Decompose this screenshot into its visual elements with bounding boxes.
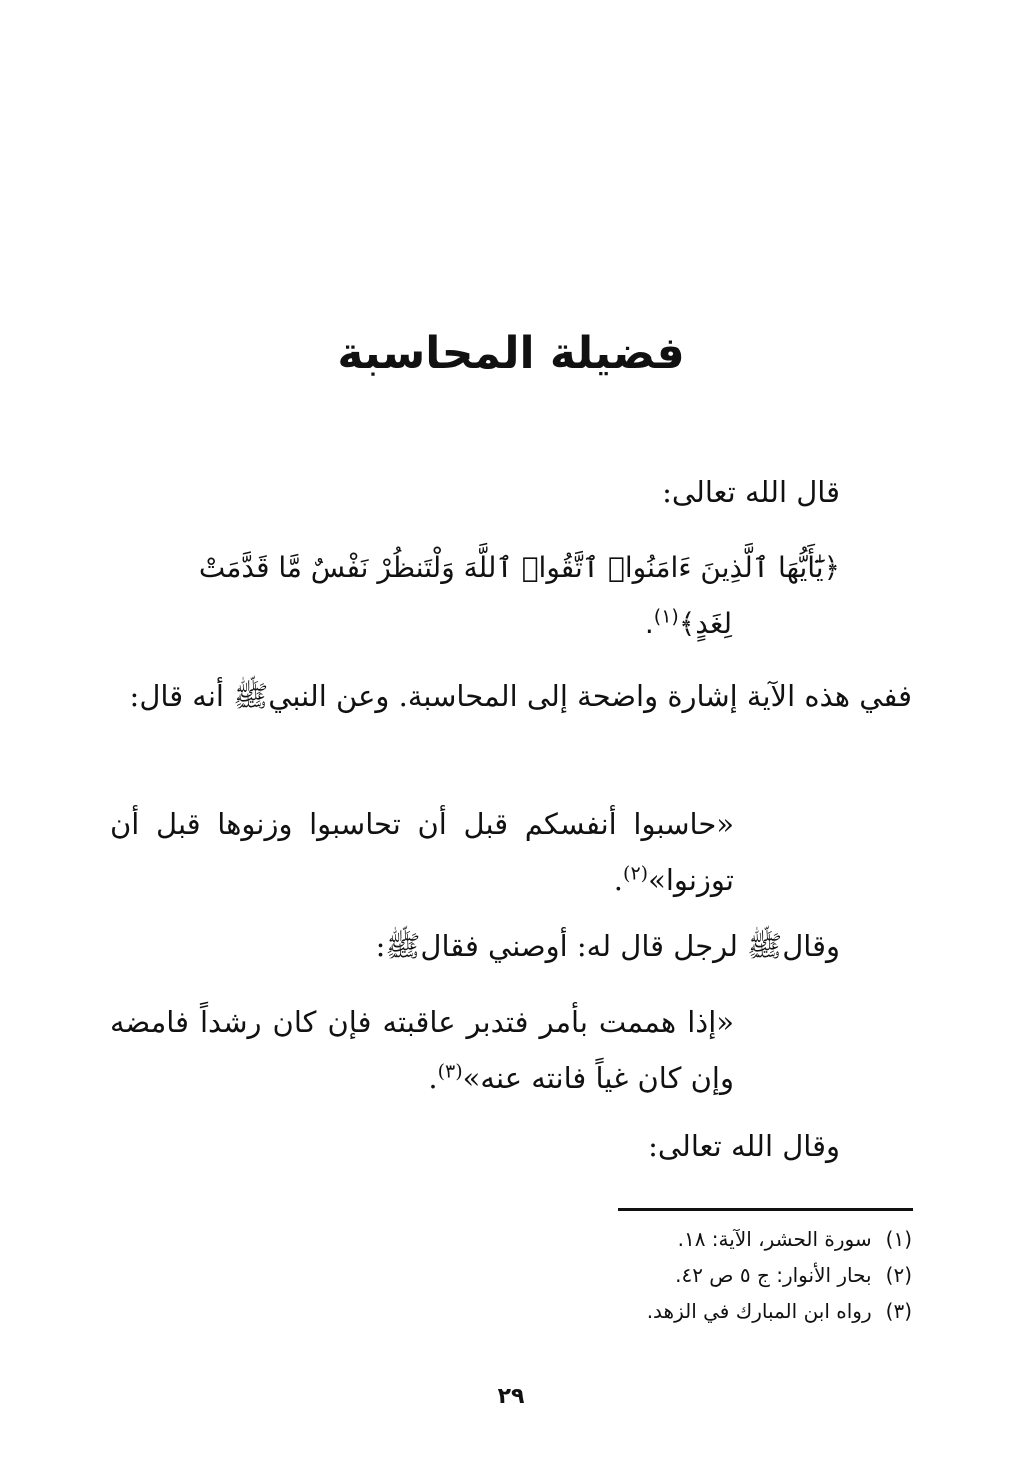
footnote-1-number: (١) <box>885 1227 912 1251</box>
hadith-2-text: «إذا هممت بأمر فتدبر عاقبته فإن كان رشداً فامضه وإن كان غياً فانته عنه» <box>110 1005 734 1095</box>
footnote-1-text: سورة الحشر، الآية: ١٨. <box>677 1227 872 1251</box>
footnote-2-text: بحار الأنوار: ج ٥ ص ٤٢. <box>675 1263 872 1287</box>
hadith-2-period: . <box>428 1061 438 1095</box>
footnote-2-number: (٢) <box>885 1263 912 1287</box>
verse-period: . <box>644 607 654 640</box>
hadith-1 <box>110 796 734 908</box>
quran-verse-line-2 <box>645 602 732 646</box>
footnote-3-number: (٣) <box>885 1299 912 1323</box>
footnote-separator <box>618 1208 913 1211</box>
hadith-1-text: «حاسبوا أنفسكم قبل أن تحاسبوا وزنوها قبل أن توزنوا» <box>110 807 734 897</box>
quran-verse-end: لِغَدٍ﴾ <box>678 607 732 640</box>
footnote-ref-3: (٣) <box>437 1060 463 1083</box>
paragraph-1: ففي هذه الآية إشارة واضحة إلى المحاسبة. وعن النبيﷺ أنه قال: <box>129 679 912 713</box>
footnote-3-text: رواه ابن المبارك في الزهد. <box>646 1299 872 1323</box>
hadith-2 <box>110 994 734 1106</box>
page-title: فضيلة المحاسبة <box>337 328 685 379</box>
paragraph-2: وقالﷺ لرجل قال له: أوصني فقالﷺ: <box>375 929 840 963</box>
intro-line-2: وقال الله تعالى: <box>648 1129 840 1163</box>
footnote-3 <box>647 1296 912 1326</box>
intro-line-1: قال الله تعالى: <box>662 475 840 509</box>
page-number: ٢٩ <box>497 1384 525 1409</box>
footnote-2 <box>675 1260 912 1290</box>
quran-verse-line-1: ﴿يَٰٓأَيُّهَا ٱلَّذِينَ ءَامَنُوا۟ ٱتَّقُوا۟ ٱللَّهَ وَلْتَنظُرْ نَفْسٌ مَّا قَدَّمَتْ <box>198 551 840 584</box>
footnote-1 <box>678 1224 912 1254</box>
footnote-ref-1: (١) <box>653 605 679 628</box>
footnote-ref-2: (٢) <box>623 862 649 885</box>
hadith-1-period: . <box>613 863 624 897</box>
